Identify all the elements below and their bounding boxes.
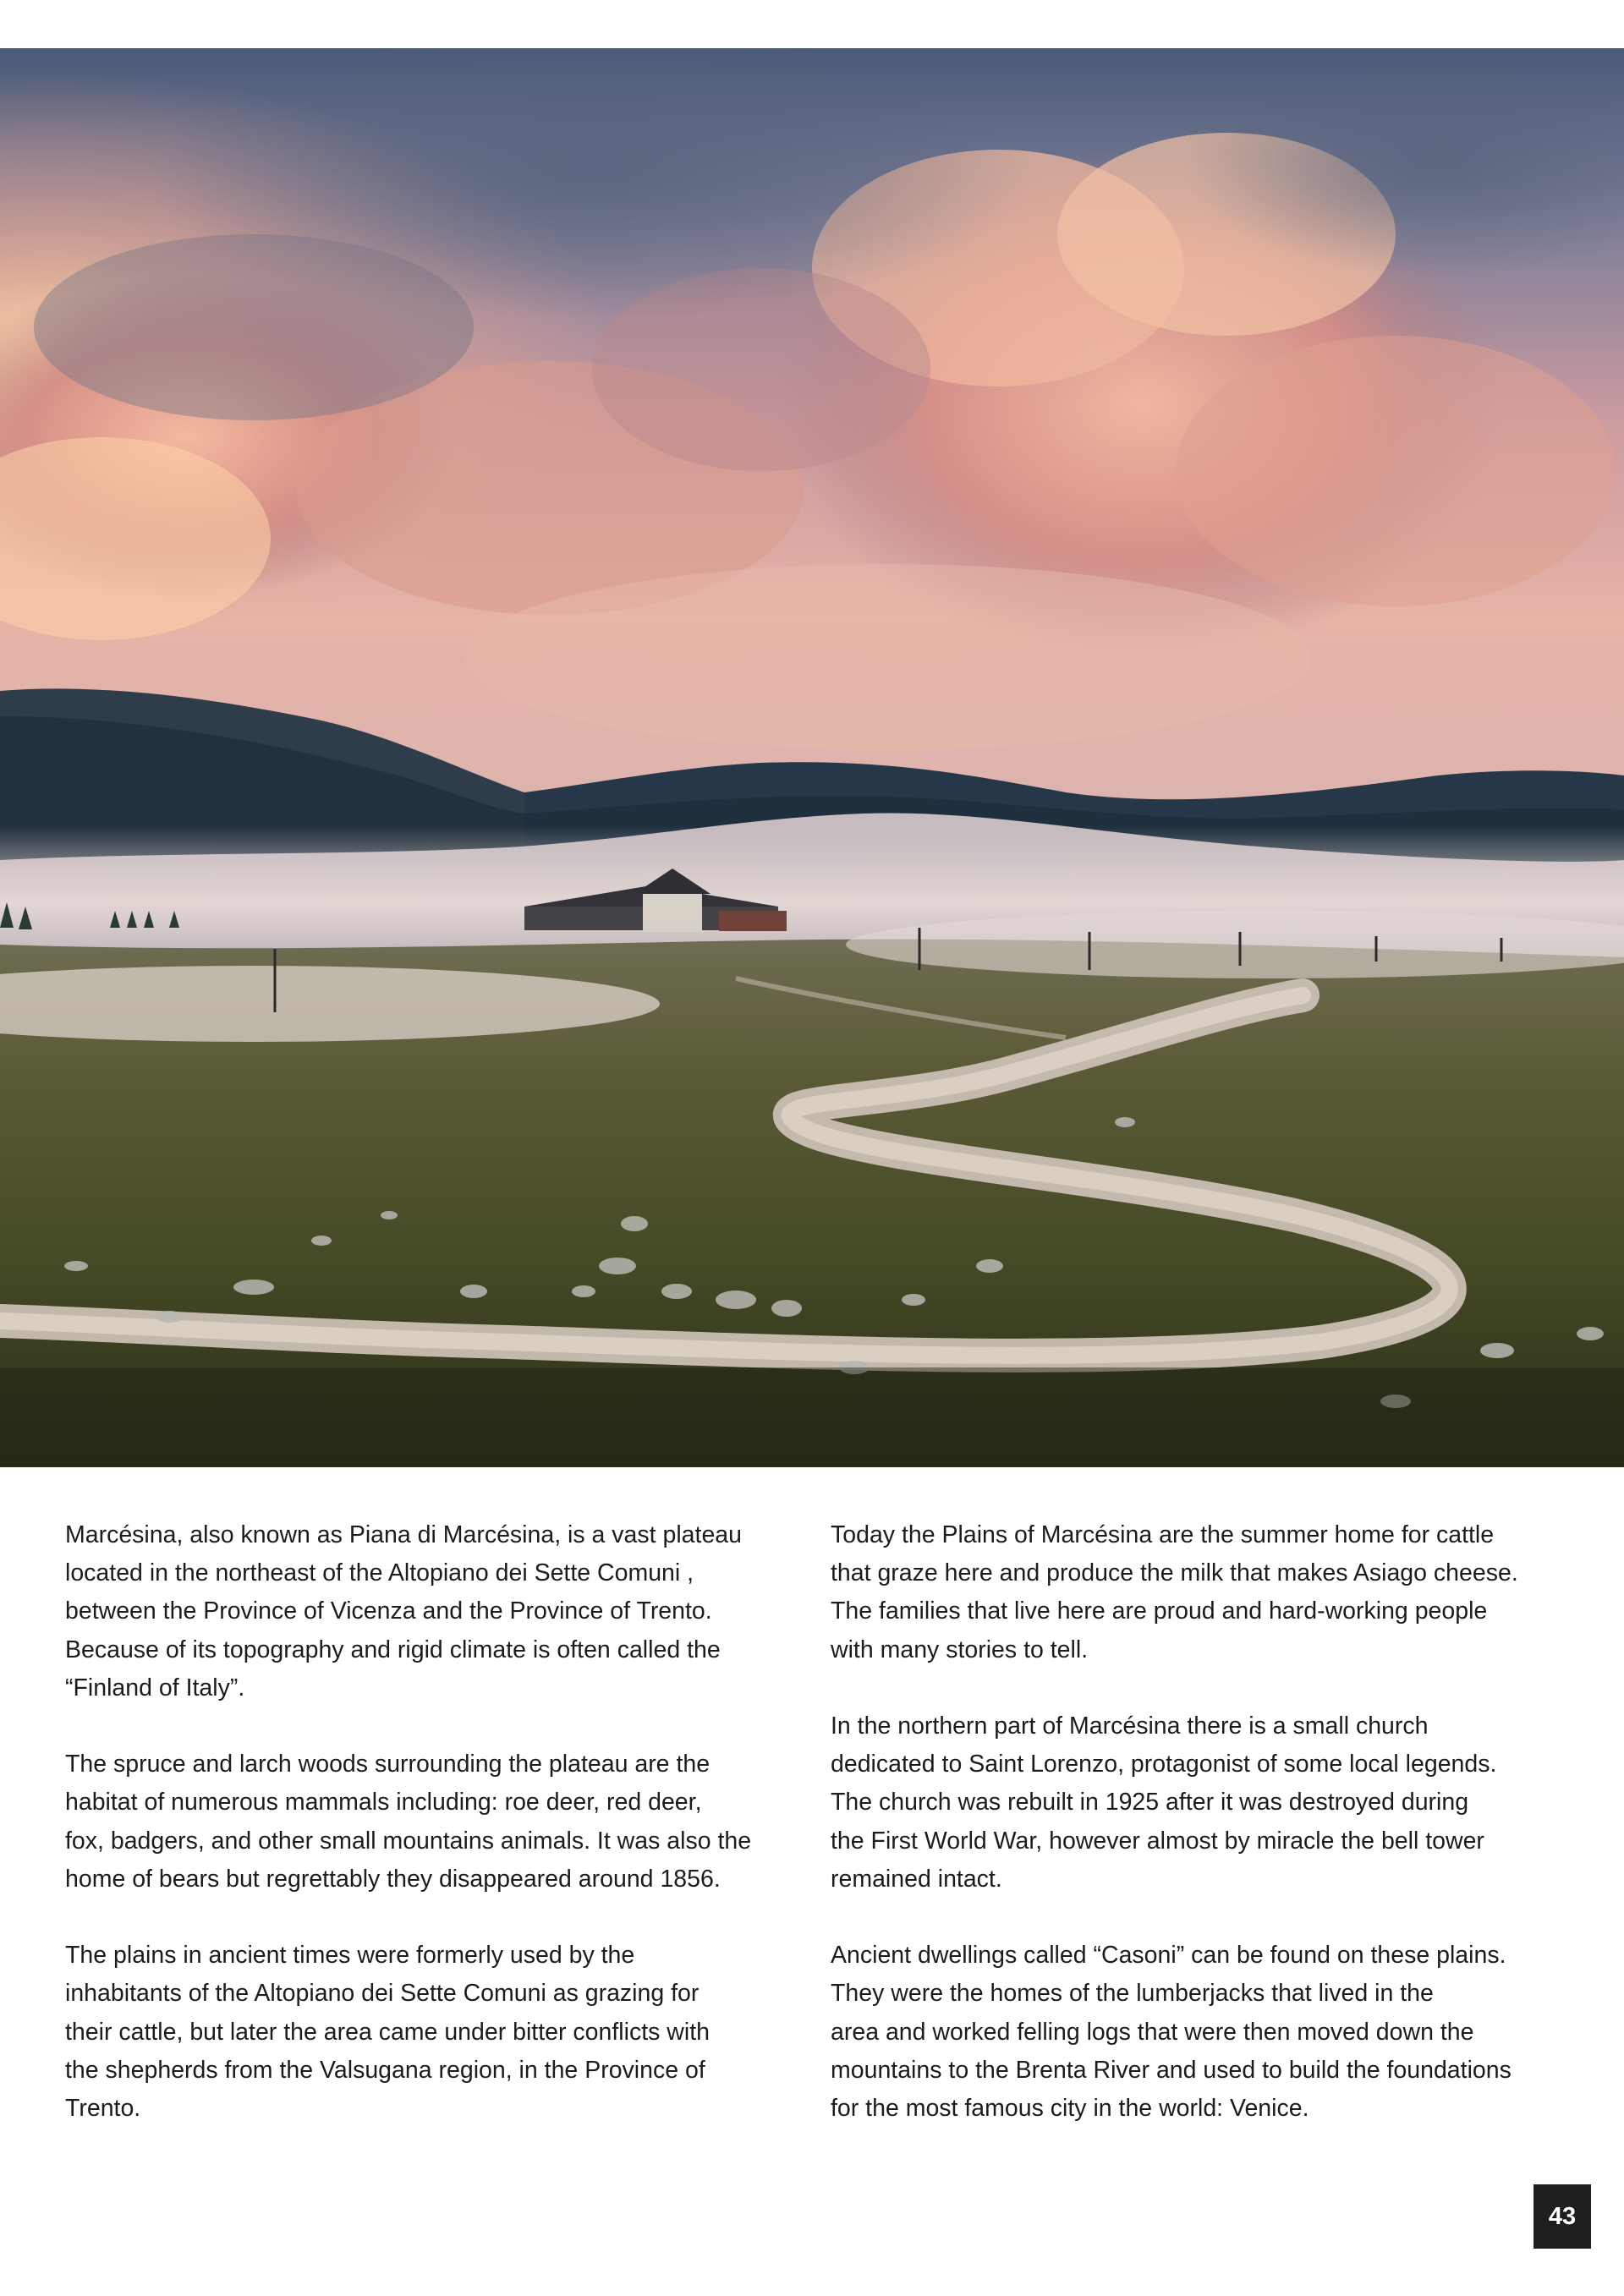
paragraph: Today the Plains of Marcésina are the summer home for cattle that graze here and produce the milk that makes Asiago cheese. The families that live here are proud and hard-working people with many stories to tell. [831,1521,1518,1663]
paragraph: The spruce and larch woods surrounding the plateau are the habitat of numerous mammals including: roe deer, red deer, fox, badgers, and other small mountains animals. It was also the home of bears but regrettably they disappeared around 1856. [65,1751,752,1893]
hero-photo [0,48,1624,1467]
paragraph: Ancient dwellings called “Casoni” can be found on these plains. They were the homes of the lumberjacks that lived in the area and worked felling logs that were then moved down the mountains to the Brenta River and used to build the foundations for the most famous city in the world: Venice. [831,1942,1512,2123]
paragraph: The plains in ancient times were formerly used by the inhabitants of the Altopiano dei Sette Comuni as grazing for their cattle, but later the area came under bitter conflicts with the shepherds from the Valsugana region, in the Province of Trento. [65,1942,710,2123]
text-column-left [65,1516,759,2128]
text-column-right [831,1516,1533,2128]
paragraph: In the northern part of Marcésina there is a small church dedicated to Saint Lorenzo, protagonist of some local legends. The church was rebuilt in 1925 after it was destroyed during the First World War, however almost by miracle the bell tower remained intact. [831,1712,1497,1893]
page-number: 43 [1533,2184,1591,2249]
paragraph: Marcésina, also known as Piana di Marcésina, is a vast plateau located in the northeast of the Altopiano dei Sette Comuni , between the Province of Vicenza and the Province of Trento. Because of its topography and rigid climate is often called the “Finland of Italy”. [65,1521,742,1701]
landscape-illustration [0,48,1624,1467]
